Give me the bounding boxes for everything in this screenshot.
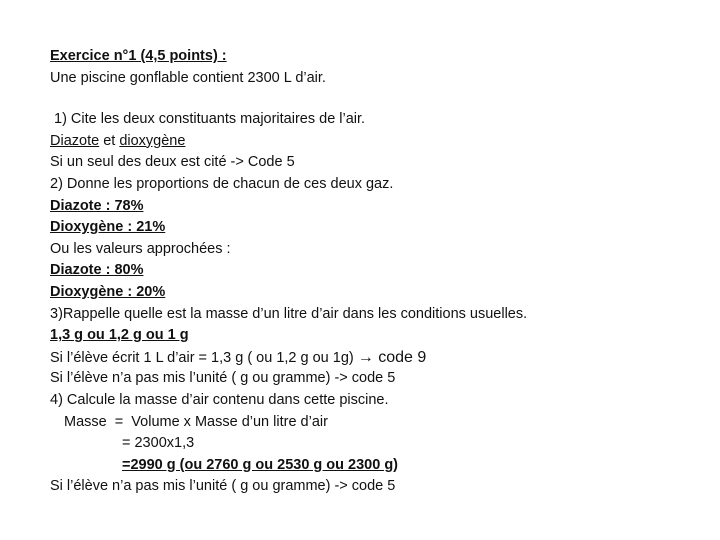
spacer <box>50 89 700 109</box>
alt-answer-diazote: Diazote : 80% <box>50 262 144 279</box>
answer-3: 1,3 g ou 1,2 g ou 1 g <box>50 327 189 344</box>
answer-1-sep: et <box>99 132 120 149</box>
exercise-intro: Une piscine gonflable contient 2300 L d’air. <box>50 69 326 86</box>
question-1: 1) Cite les deux constituants majoritaires de l’air. <box>54 111 366 128</box>
answer-1-dioxygene: dioxygène <box>119 132 186 149</box>
note-3a-code: → code 9 <box>357 348 427 366</box>
question-3: 3)Rappelle quelle est la masse d’un litre d’air dans les conditions usuelles. <box>50 305 528 322</box>
calc-result: =2990 g (ou 2760 g ou 2530 g ou 2300 g) <box>122 456 399 473</box>
alt-answer-dioxygene: Dioxygène : 20% <box>50 283 166 300</box>
calc-step: = 2300x1,3 <box>122 435 195 452</box>
formula: Masse = Volume x Masse d’un litre d’air <box>64 413 328 430</box>
exercise-document <box>50 46 700 498</box>
answer-1 <box>50 131 700 153</box>
question-2: 2) Donne les proportions de chacun de ces deux gaz. <box>50 175 394 192</box>
question-4: 4) Calcule la masse d’air contenu dans cette piscine. <box>50 391 389 408</box>
exercise-title: Exercice n°1 (4,5 points) : <box>50 48 227 64</box>
note-1: Si un seul des deux est cité -> Code 5 <box>50 154 295 171</box>
note-3a-text: Si l’élève écrit 1 L d’air = 1,3 g ( ou 1,2 g ou 1g) <box>50 349 358 366</box>
answer-2-diazote: Diazote : 78% <box>50 197 144 214</box>
note-4: Si l’élève n’a pas mis l’unité ( g ou gramme) -> code 5 <box>50 478 396 495</box>
note-3a <box>50 347 700 369</box>
note-3b: Si l’élève n’a pas mis l’unité ( g ou gramme) -> code 5 <box>50 370 396 387</box>
alt-intro: Ou les valeurs approchées : <box>50 240 231 257</box>
answer-2-dioxygene: Dioxygène : 21% <box>50 219 166 236</box>
answer-1-diazote: Diazote <box>50 132 100 149</box>
